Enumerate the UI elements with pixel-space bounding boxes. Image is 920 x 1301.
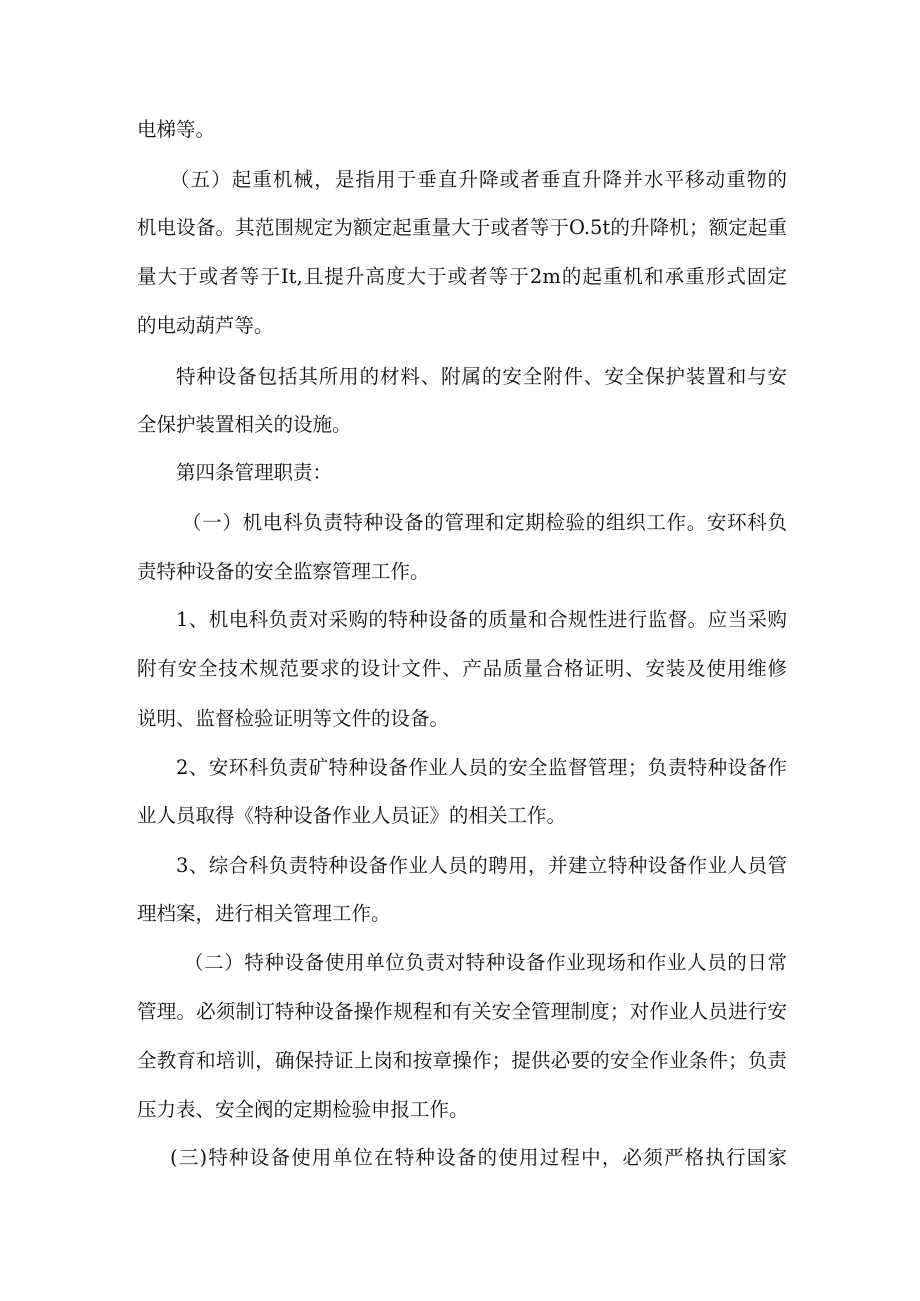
text-line: 全教育和培训，确保持证上岗和按章操作；提供必要的安全作业条件；负责 xyxy=(137,1049,787,1072)
text-line: （一）机电科负责特种设备的管理和定期检验的组织工作。安环科负 xyxy=(182,511,787,534)
text-line: 业人员取得《特种设备作业人员证》的相关工作。 xyxy=(137,804,567,827)
text-line: 压力表、安全阀的定期检验申报工作。 xyxy=(137,1098,469,1121)
text-line: 1、机电科负责对采购的特种设备的质量和合规性进行监督。应当采购 xyxy=(176,608,787,631)
text-line: 机电设备。其范围规定为额定起重量大于或者等于O.5t的升降机；额定起重 xyxy=(137,216,787,239)
section-heading: 第四条管理职责： xyxy=(176,461,333,484)
text-line: 3、综合科负责特种设备作业人员的聘用，并建立特种设备作业人员管 xyxy=(176,854,787,877)
text-line: 量大于或者等于It,且提升高度大于或者等于2m的起重机和承重形式固定 xyxy=(137,265,787,288)
text-line: (三)特种设备使用单位在特种设备的使用过程中，必须严格执行国家 xyxy=(170,1146,787,1169)
text-line: 说明、监督检验证明等文件的设备。 xyxy=(137,707,450,730)
text-line: 电梯等。 xyxy=(137,118,216,141)
text-line: 特种设备包括其所用的材料、附属的安全附件、安全保护装置和与安 xyxy=(176,365,787,388)
text-line: （五）起重机械，是指用于垂直升降或者垂直升降并水平移动重物的 xyxy=(170,168,787,191)
text-line: 管理。必须制订特种设备操作规程和有关安全管理制度；对作业人员进行安 xyxy=(137,1000,787,1023)
text-line: 理档案，进行相关管理工作。 xyxy=(137,902,391,925)
text-line: 2、安环科负责矿特种设备作业人员的安全监督管理；负责特种设备作 xyxy=(176,756,787,779)
text-line: （二）特种设备使用单位负责对特种设备作业现场和作业人员的日常 xyxy=(184,951,787,974)
text-line: 的电动葫芦等。 xyxy=(137,314,274,337)
text-line: 全保护装置相关的设施。 xyxy=(137,413,352,436)
text-line: 附有安全技术规范要求的设计文件、产品质量合格证明、安装及使用维修 xyxy=(137,657,787,680)
text-line: 责特种设备的安全监察管理工作。 xyxy=(137,560,430,583)
